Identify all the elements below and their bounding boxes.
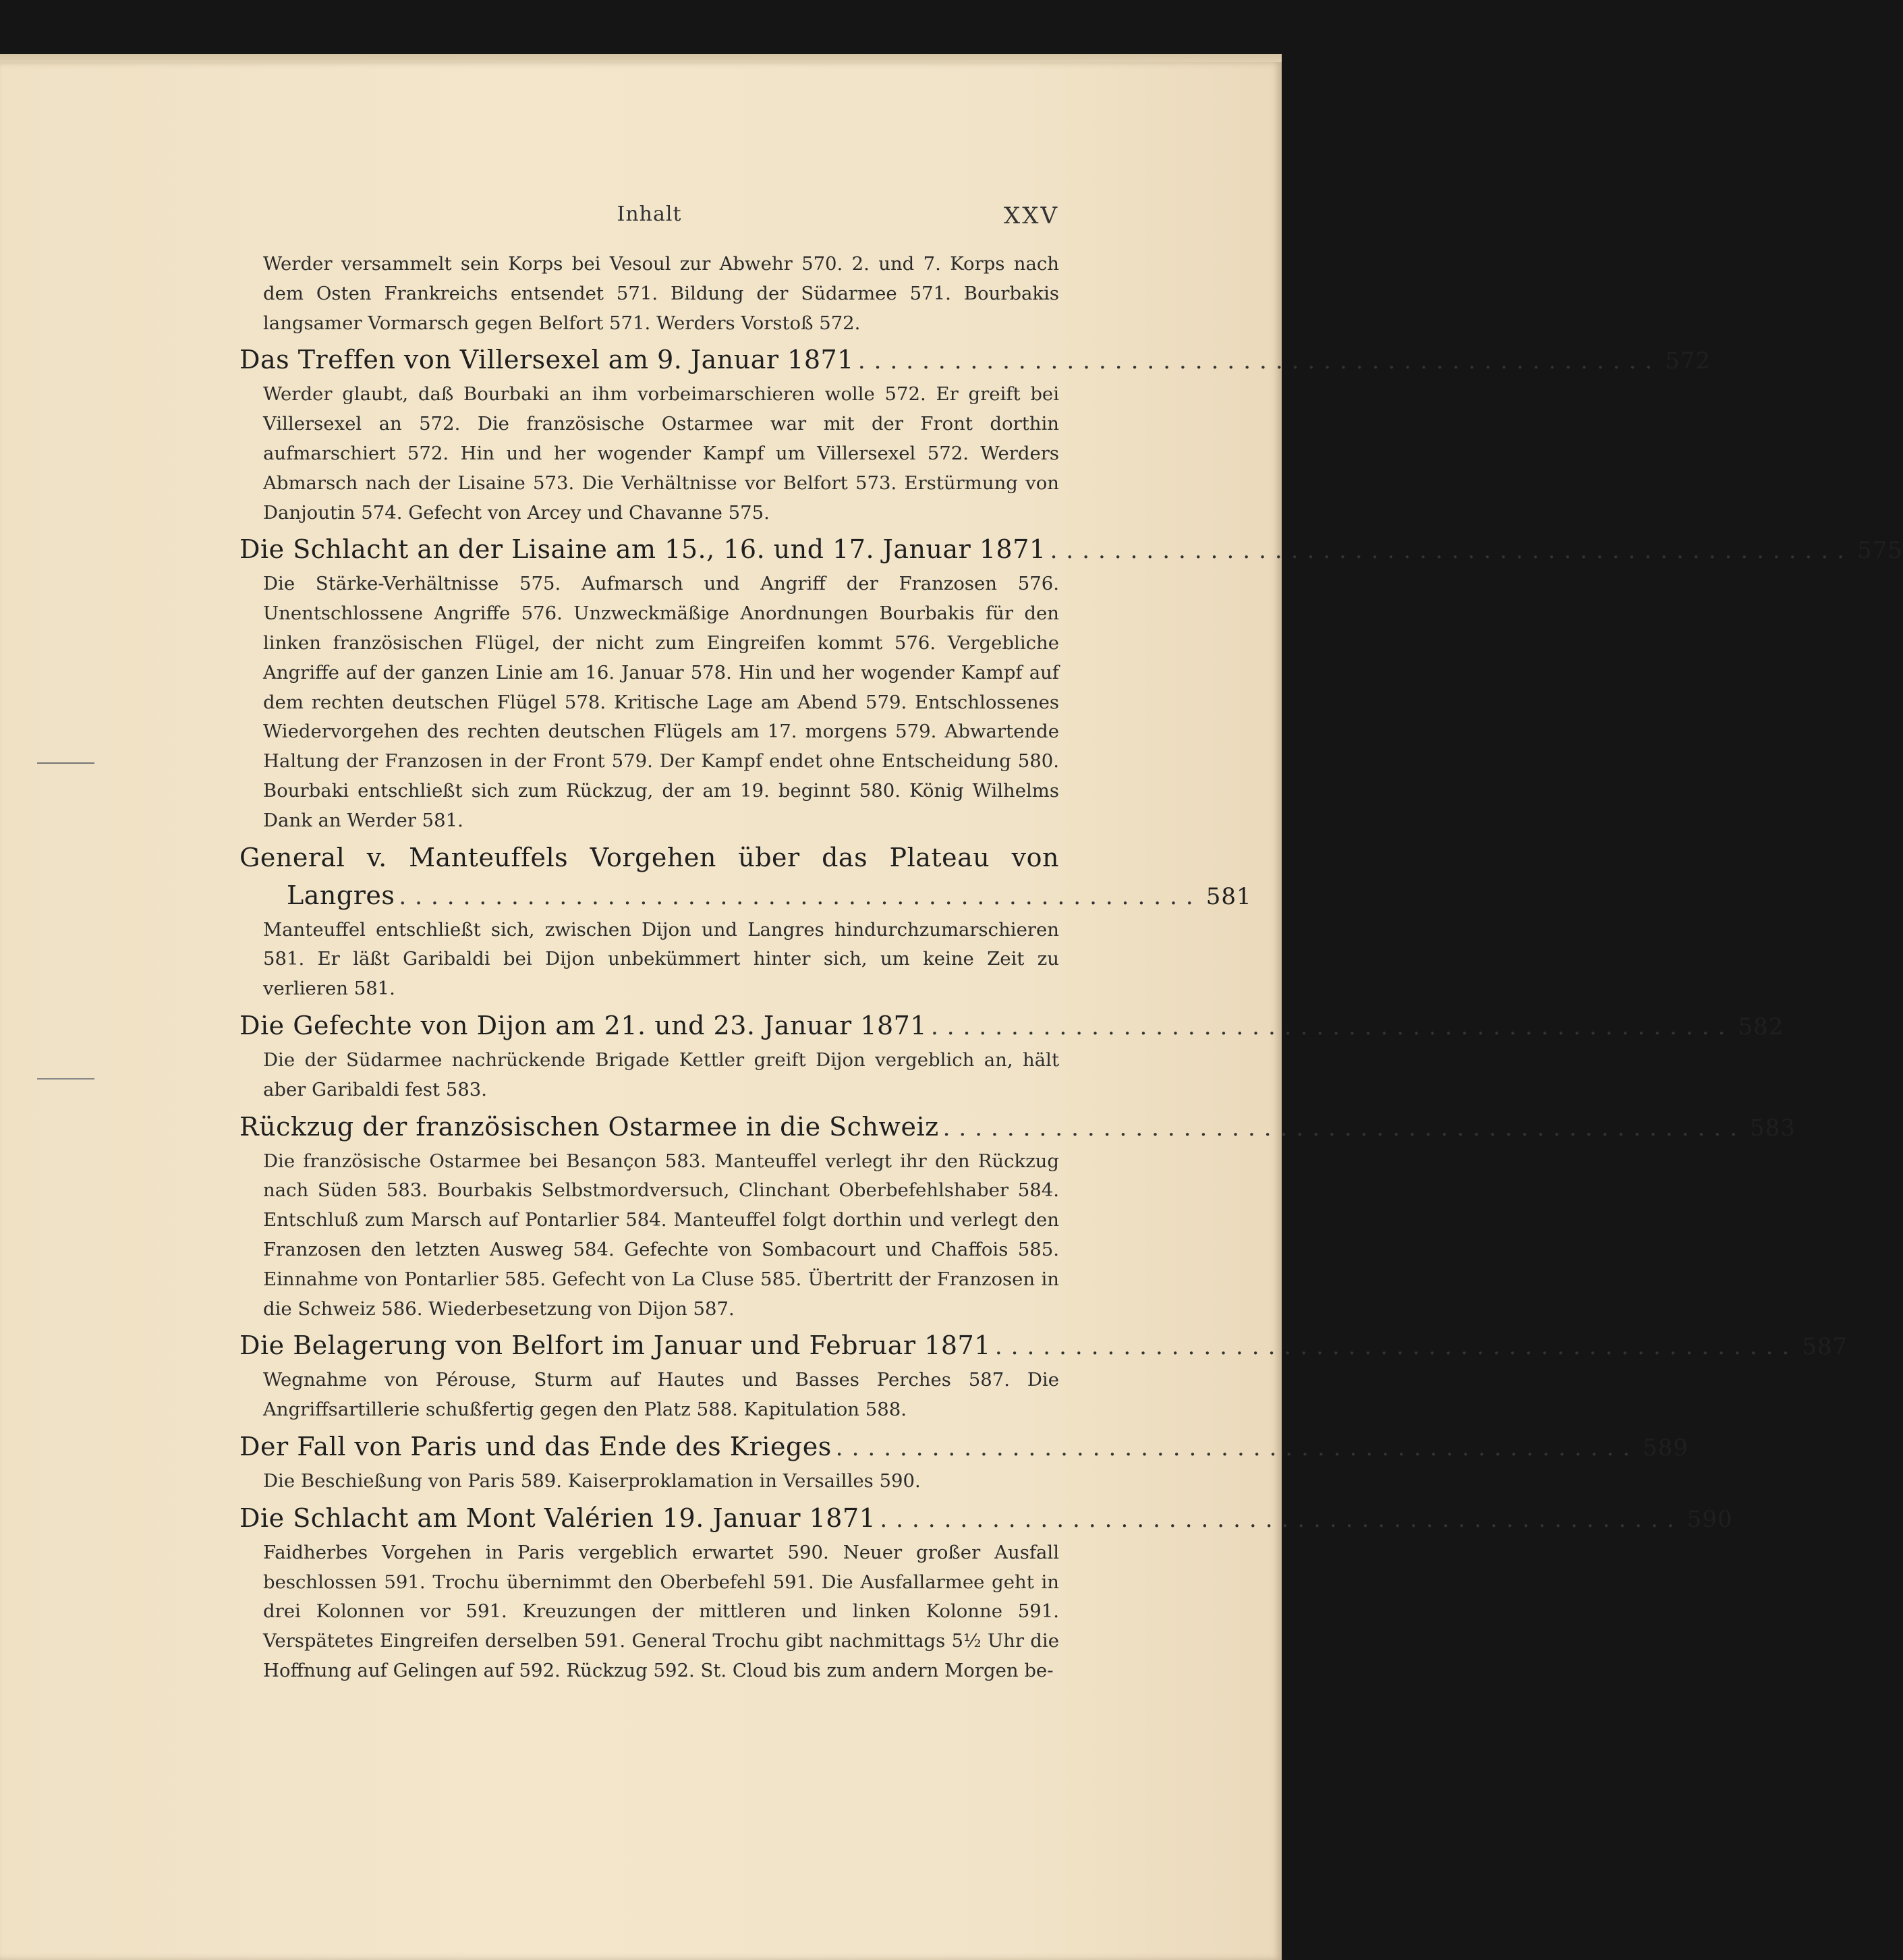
leader-dots: .................................................. — [942, 1114, 1746, 1142]
toc-entry-title: Die Belagerung von Belfort im Januar und Februar 1871 — [239, 1331, 991, 1361]
toc-entry — [239, 1326, 1848, 1366]
leader-dots: .................................................. — [835, 1434, 1639, 1461]
leader-dots: .................................................. — [399, 883, 1202, 910]
table-of-contents — [239, 250, 1903, 1689]
section-summary: Werder versammelt sein Korps bei Vesoul zur Abwehr 570. 2. und 7. Korps nach dem Osten Frankreichs entsendet 571. Bildung der Südarmee 571. Bourbakis langsamer Vormarsch gegen Belfort 571. Werders Vorstoß 572. — [263, 253, 1059, 334]
toc-entry — [239, 530, 1903, 569]
toc-entry — [239, 1108, 1796, 1147]
running-head — [239, 202, 1059, 237]
section-summary: Werder glaubt, daß Bourbaki an ihm vorbeimarschieren wolle 572. Er greift bei Villersexel an 572. Die französische Ostarmee war mit der Front dorthin aufmarschiert 572. Hin und her wogender Kampf um Villersexel 572. Werders Abmarsch nach der Lisaine 573. Die Verhältnisse vor Belfort 573. Erstürmung von Danjoutin 574. Gefecht von Arcey und Chavanne 575. — [263, 383, 1059, 524]
leader-dots: .................................................. — [994, 1333, 1798, 1361]
toc-entry — [239, 876, 1252, 916]
section-summary: Manteuffel entschließt sich, zwischen Dijon und Langres hindurchzumarschieren 581. Er läßt Garibaldi bei Dijon unbekümmert hinter sich, um keine Zeit zu verlieren 581. — [263, 918, 1059, 1000]
toc-entry-title: Rückzug der französischen Ostarmee in die Schweiz — [239, 1111, 939, 1142]
toc-entry-page: 590 — [1686, 1505, 1733, 1533]
leader-dots: .................................................. — [931, 1013, 1734, 1040]
toc-entry-title: Die Schlacht an der Lisaine am 15., 16. und 17. Januar 1871 — [239, 534, 1046, 565]
leader-dots: .................................................. — [857, 347, 1661, 375]
running-head-title: Inhalt — [617, 202, 682, 226]
section-summary: Faidherbes Vorgehen in Paris vergeblich erwartet 590. Neuer großer Ausfall beschlossen 591. Trochu übernimmt den Oberbefehl 591. Die Ausfallarmee geht in drei Kolonnen vor 591. Kreuzungen der mittleren und linken Kolonne 591. Verspätetes Eingreifen derselben 591. General Trochu gibt nachmittags 5½ Uhr die Hoffnung auf Gelingen auf 592. Rückzug 592. St. Cloud bis zum andern Morgen be- — [263, 1541, 1059, 1681]
page-number: XXV — [1004, 202, 1059, 229]
toc-entry-page: 583 — [1750, 1114, 1796, 1142]
margin-mark — [37, 1078, 94, 1080]
toc-entry-title: Die Schlacht am Mont Valérien 19. Januar 1871 — [239, 1503, 876, 1533]
toc-entry-page: 572 — [1665, 347, 1711, 375]
toc-entry-page: 582 — [1738, 1013, 1784, 1040]
section-summary: Die französische Ostarmee bei Besançon 583. Manteuffel verlegt ihr den Rückzug nach Süden 583. Bourbakis Selbstmordversuch, Clinchant Oberbefehlshaber 584. Entschluß zum Marsch auf Pontarlier 584. Manteuffel folgt dorthin und verlegt den Franzosen den letzten Ausweg 584. Gefechte von Sombacourt und Chaffois 585. Einnahme von Pontarlier 585. Gefecht von La Cluse 585. Übertritt der Franzosen in die Schweiz 586. Wiederbesetzung von Dijon 587. — [263, 1150, 1059, 1320]
toc-entry — [239, 1499, 1733, 1538]
leader-dots: .................................................. — [880, 1505, 1683, 1533]
toc-entry-title: Das Treffen von Villersexel am 9. Januar 1871 — [239, 345, 854, 375]
toc-entry-title: Langres — [287, 880, 395, 910]
section-summary: Wegnahme von Pérouse, Sturm auf Hautes und Basses Perches 587. Die Angriffsartillerie schußfertig gegen den Platz 588. Kapitulation 588. — [263, 1369, 1059, 1421]
section-summary: Die der Südarmee nachrückende Brigade Kettler greift Dijon vergeblich an, hält aber Garibaldi fest 583. — [263, 1048, 1059, 1100]
toc-entry-page: 589 — [1643, 1434, 1689, 1461]
toc-entry-page: 581 — [1205, 883, 1252, 910]
toc-entry — [239, 1428, 1689, 1467]
toc-entry-title-line: General v. Manteuffels Vorgehen über das Plateau von — [239, 842, 1059, 872]
toc-entry-title: Die Gefechte von Dijon am 21. und 23. Januar 1871 — [239, 1010, 927, 1040]
section-summary: Die Beschießung von Paris 589. Kaiserproklamation in Versailles 590. — [263, 1469, 921, 1492]
section-summary: Die Stärke-Verhältnisse 575. Aufmarsch und Angriff der Franzosen 576. Unentschlossene Angriffe 576. Unzweckmäßige Anordnungen Bourbakis für den linken französischen Flügel, der nicht zum Eingreifen kommt 576. Vergebliche Angriffe auf der ganzen Linie am 16. Januar 578. Hin und her wogender Kampf auf dem rechten deutschen Flügel 578. Kritische Lage am Abend 579. Entschlossenes Wiedervorgehen des rechten deutschen Flügels am 17. morgens 579. Abwartende Haltung der Franzosen in der Front 579. Der Kampf endet ohne Entscheidung 580. Bourbaki entschließt sich zum Rückzug, der am 19. beginnt 580. König Wilhelms Dank an Werder 581. — [263, 573, 1059, 831]
toc-entry — [239, 341, 1711, 380]
toc-entry-page: 587 — [1802, 1333, 1848, 1361]
toc-entry-page: 575 — [1856, 537, 1903, 565]
toc-entry — [239, 1007, 1784, 1046]
margin-mark — [37, 762, 94, 764]
leader-dots: .................................................. — [1050, 537, 1853, 565]
toc-entry-title: Der Fall von Paris und das Ende des Krieges — [239, 1431, 832, 1461]
